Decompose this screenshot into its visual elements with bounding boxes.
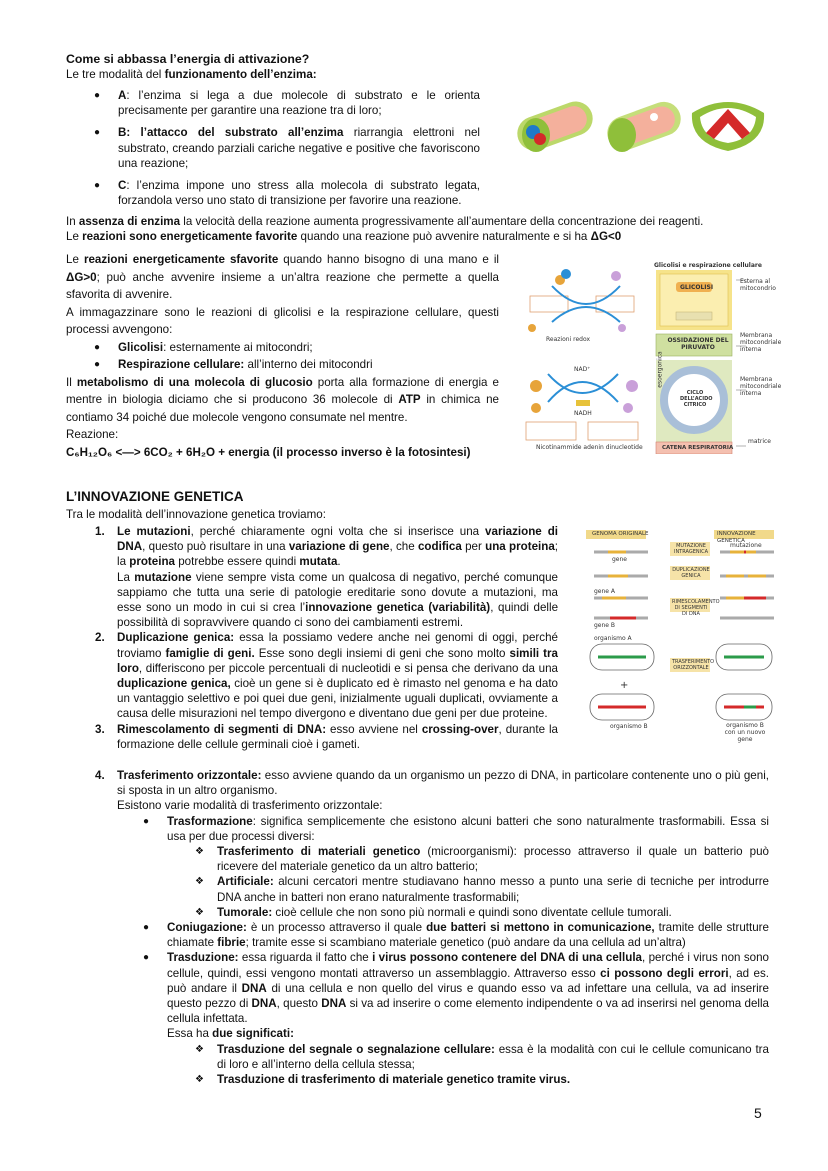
paragraph: Le reazioni sono energeticamente favorite quando una reazione può avvenire naturalmente e si ha ΔG<0 bbox=[66, 230, 622, 244]
enzyme-c-image bbox=[692, 102, 764, 151]
glicolisi-label: GLICOLISI bbox=[680, 284, 714, 291]
header-original: GENOMA ORIGINALE bbox=[592, 531, 649, 537]
list-item: ● Trasduzione: essa riguarda il fatto che i virus possono contenere del DNA di una cellula, perché i virus non sono cellule, quindi, essi vengono montati attraverso un assemblaggio. Attraverso esso ci possono degli errori, ad es. può andare il DNA di una cellula e non quello del virus e quando esso va ad infettare una cellula, va ad inserire questo pezzo di DNA, questo DNA si va ad inserire o come elemento indipendente o va ad inserirsi nel genoma della cellula infettata. bbox=[143, 951, 769, 1026]
section-title: Come si abbassa l’energia di attivazione? bbox=[66, 52, 310, 66]
label-mutazione: mutazione bbox=[730, 542, 762, 549]
section-title: L’INNOVAZIONE GENETICA bbox=[66, 489, 244, 504]
innovation-list bbox=[95, 524, 559, 752]
nad-label: NAD⁺ bbox=[574, 366, 591, 373]
formula: C₆H₁₂O₆ <—> 6CO₂ + 6H₂O + energia (il processo inverso è la fotosintesi) bbox=[66, 445, 471, 459]
catena-label: CATENA RESPIRATORIA bbox=[662, 445, 734, 451]
genetic-diagram bbox=[580, 528, 776, 738]
paragraph: A immagazzinare sono le reazioni di glicolisi e la respirazione cellulare, questi processi avvengono: bbox=[66, 305, 499, 336]
list-item: 4. Trasferimento orizzontale: esso avviene quando da un organismo un pezzo di DNA, in particolare contenente uno o più geni, si sposta in un altro organismo. bbox=[95, 769, 769, 798]
enzyme-illustrations bbox=[510, 95, 775, 155]
paragraph: Tra le modalità dell’innovazione genetica troviamo: bbox=[66, 508, 326, 522]
list-item: ❖ Trasferimento di materiali genetico (microorganismi): processo attraverso il quale un batterio può ricevere del materiale genetico da un altro batterio; bbox=[195, 845, 769, 874]
ossidazione-label: OSSIDAZIONE DEL PIRUVATO bbox=[667, 337, 729, 351]
esoergonica-label: esoergonica bbox=[656, 351, 664, 388]
list-item: ❖ Trasduzione del segnale o segnalazione cellulare: essa è la modalità con cui le cellule comunicano tra di loro e all’interno della cellula stessa; bbox=[195, 1042, 769, 1071]
paragraph: Essa ha due significati: bbox=[167, 1027, 294, 1041]
list-item: ● A: l’enzima si lega a due molecole di substrato e le orienta precisamente per garantire una reazione tra di loro; bbox=[94, 89, 480, 118]
list-item: ● B: l’attacco del substrato all’enzima riarrangia elettroni nel substrato, creando parziali cariche negative e positive che favoriscono una reazione; bbox=[94, 126, 480, 170]
paragraph: Il metabolismo di una molecola di glucosio porta alla formazione di energia e mentre in biologia diciamo che si producono 36 molecole di ATP in chimica ne contiamo 34 poiché due molecole vengono consumate nel mentre. bbox=[66, 375, 499, 424]
paragraph: Reazione: bbox=[66, 428, 119, 441]
list-item: ● Respirazione cellulare: all’interno dei mitocondri bbox=[94, 358, 373, 371]
innovation-list-2 bbox=[95, 768, 769, 1087]
label-gene-b: gene B bbox=[594, 622, 616, 629]
label-organismo-b-nuovo: organismo B con un nuovo gene bbox=[724, 722, 766, 743]
genetic-innovation-figure bbox=[580, 528, 776, 743]
label-right-4: matrice bbox=[748, 438, 771, 445]
paragraph: Le reazioni energeticamente sfavorite quando hanno bisogno di una mano e il ΔG>0; può anche avvenire insieme a un’altra reazione che permette a quella sfavorita di avvenire. bbox=[66, 253, 500, 301]
svg-text:+: + bbox=[620, 680, 629, 691]
label-rimescolamento: RIMESCOLAMENTO DI SEGMENTI DI DNA bbox=[672, 599, 720, 617]
list-item: 3. Rimescolamento di segmenti di DNA: esso avviene nel crossing-over, durante la formazione delle cellule germinali cioè i gameti. bbox=[95, 722, 558, 751]
redox-diagram bbox=[522, 262, 650, 454]
page-number: 5 bbox=[754, 1105, 762, 1121]
list-item: ❖ Tumorale: cioè cellule che non sono più normali e quindi sono diventate cellule tumorali. bbox=[195, 905, 672, 919]
redox-label: Reazioni redox bbox=[546, 336, 591, 343]
label-organismo-a: organismo A bbox=[594, 635, 632, 642]
list-item: 2. Duplicazione genica: essa la possiamo vedere anche nei genomi di oggi, perché troviamo famiglie di geni. Esse sono degli insiemi di geni che sono molto simili tra loro, differiscono per piccole percentuali di nucleotidi e si pensa che derivano da una duplicazione genica, cioè un gene si è duplicato ed è rimasto nel genoma e ha dato un vantaggio selettivo e poi quei due geni, inizialmente uguali duplicati, ovviamente a causa delle misurazioni nel tempo divergono e diventano due geni per due proteine. bbox=[95, 631, 558, 721]
paragraph: Le tre modalità del funzionamento dell’enzima: bbox=[66, 68, 317, 82]
label-right-2: Membrana mitocondriale interna bbox=[740, 332, 782, 353]
enzyme-b-image bbox=[602, 97, 685, 155]
paragraph: Esistono varie modalità di trasferimento orizzontale: bbox=[117, 799, 383, 813]
enzyme-list bbox=[94, 88, 480, 208]
list-item: 1. Le mutazioni, perché chiaramente ogni volta che si inserisce una variazione di DNA, questo può risultare in una variazione di gene, che codifica per una proteina; la proteina potrebbe essere quindi mutata. bbox=[95, 525, 559, 569]
list-item: ❖ Artificiale: alcuni cercatori mentre studiavano hanno messo a punto una serie di tecniche per introdurre DNA anche in batteri non erano naturalmente trasformabili; bbox=[195, 875, 769, 904]
list-item: ❖ Trasduzione di trasferimento di materiale genetico tramite virus. bbox=[195, 1073, 571, 1087]
paragraph: In assenza di enzima la velocità della reazione aumenta progressivamente all’aumentare della concentrazione dei reagenti. bbox=[66, 215, 704, 228]
label-right-3: Membrana mitocondriale interna bbox=[740, 376, 782, 397]
enzyme-a-image bbox=[513, 97, 598, 155]
header-innovation: INNOVAZIONE GENETICA bbox=[717, 531, 756, 544]
label-trasferimento: TRASFERIMENTO ORIZZONTALE bbox=[672, 659, 715, 671]
redox-figure bbox=[522, 262, 650, 454]
label-right-1: Esterna al mitocondrio bbox=[740, 278, 776, 292]
list-item: ● Glicolisi: esternamente ai mitocondri; bbox=[94, 340, 313, 354]
label-organismo-b: organismo B bbox=[610, 723, 648, 730]
respiration-diagram bbox=[650, 270, 780, 454]
label-gene: gene bbox=[612, 556, 627, 563]
paragraph: La mutazione viene sempre vista come un qualcosa di negativo, perché comunque sappiamo che tutta una serie di patologie ereditarie sono dovute a mutazioni, ma esse sono un modo in cui si crea l’innovazione genetica (variabilità), quindi delle possibilità di sopravvivere quando ci sono dei cambiamenti estremi. bbox=[117, 570, 559, 630]
label-mutazione-intragenica: MUTAZIONE INTRAGENICA bbox=[673, 543, 709, 555]
list-item: ● C: l’enzima impone uno stress alla molecola di substrato legata, forzandola verso uno stato di transizione per favorire una reazione. bbox=[94, 179, 480, 208]
label-gene-a: gene A bbox=[594, 588, 616, 595]
respiration-title: Glicolisi e respirazione cellulare bbox=[654, 262, 762, 269]
ciclo-label: CICLO DELL’ACIDO CITRICO bbox=[680, 390, 713, 408]
list-item: ● Trasformazione: significa semplicemente che esistono alcuni batteri che sono naturalmente trasformabili. Essa si usa per due processi diversi: bbox=[143, 814, 769, 843]
list-item: ● Coniugazione: è un processo attraverso il quale due batteri si mettono in comunicazione, tramite delle strutture chiamate fibrie; tramite esse si scambiano materiale genetico (può andare da una cellula ad un’altra) bbox=[143, 921, 769, 950]
respiration-figure bbox=[650, 262, 780, 454]
nadh-label: NADH bbox=[574, 410, 592, 417]
label-duplicazione: DUPLICAZIONE GENICA bbox=[672, 567, 710, 579]
nad-caption: Nicotinammide adenin dinucleotide bbox=[536, 444, 643, 451]
